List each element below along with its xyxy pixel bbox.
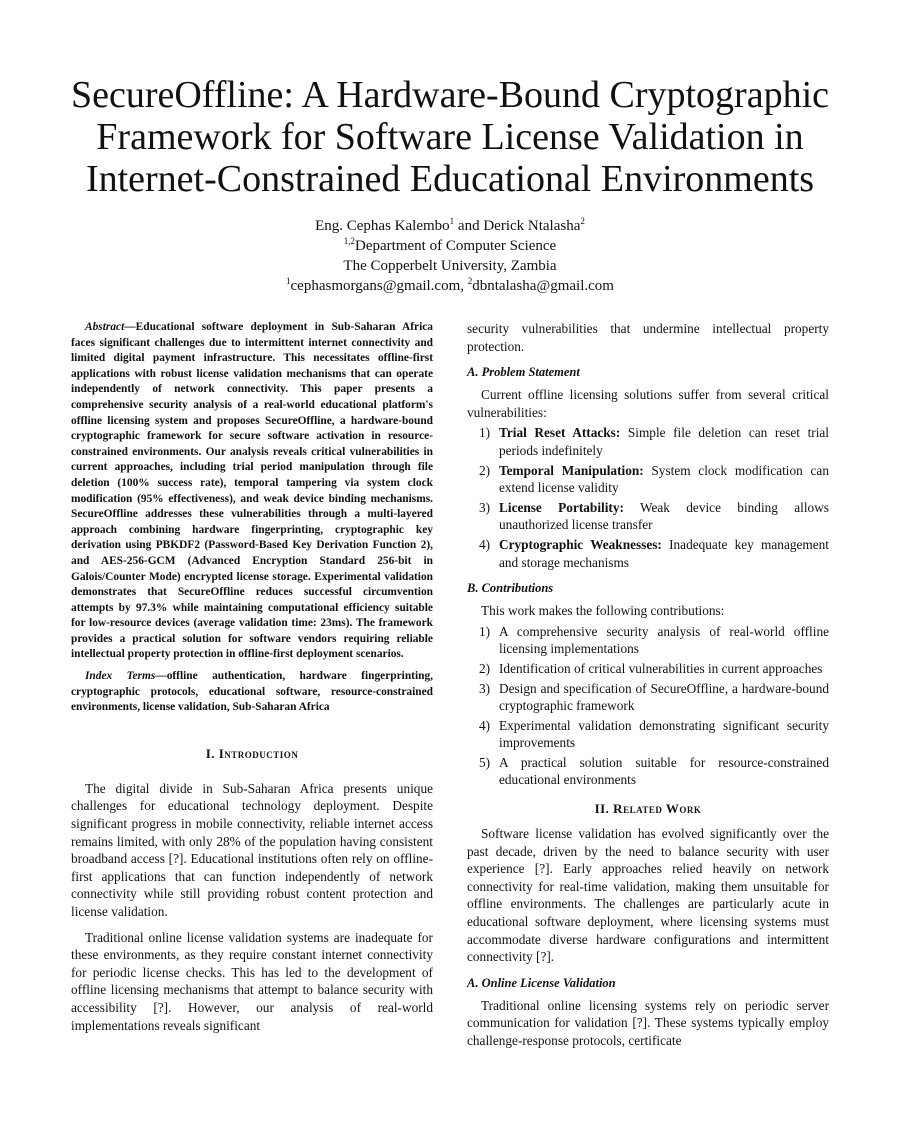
- intro-paragraph-1: The digital divide in Sub-Saharan Africa presents unique challenges for educational technology deployment. Despite significant progress in mobile connectivity, reliable internet access remains limited, with only 28% of the population having consistent broadband access [?]. Educational institutions often rely on offline-first applications that can function independently of network connectivity while still providing robust content protection and license validation.: [71, 780, 433, 919]
- right-column: [467, 320, 829, 1050]
- problem-intro: Current offline licensing solutions suffer from several critical vulnerabilities:: [467, 387, 829, 420]
- list-item-text: A comprehensive security analysis of real-world offline licensing implementations: [499, 623, 829, 657]
- author-1: Eng. Cephas Kalembo: [315, 218, 450, 234]
- section-heading-introduction: I. Introduction: [205, 745, 299, 761]
- list-item: [467, 499, 829, 534]
- list-item-term: Trial Reset Attacks:: [499, 425, 621, 441]
- list-item-text: System clock modification can extend license validity: [499, 462, 829, 496]
- email-1: cephasmorgans@gmail.com,: [290, 278, 468, 294]
- list-number: 1): [479, 425, 491, 441]
- list-item-text: A practical solution suitable for resource-constrained educational environments: [499, 754, 829, 788]
- left-column: [71, 320, 433, 1034]
- list-item: [467, 424, 829, 459]
- university: The Copperbelt University, Zambia: [343, 258, 557, 274]
- list-item-text: Inadequate key management and storage mechanisms: [499, 536, 829, 570]
- list-item-text: Weak device binding allows unauthorized license transfer: [499, 499, 829, 533]
- list-item: [467, 623, 829, 658]
- list-item-term: License Portability:: [499, 499, 624, 515]
- list-item-text: Design and specification of SecureOffline, a hardware-bound cryptographic framework: [499, 680, 829, 714]
- list-item: [467, 536, 829, 571]
- subsection-online-license-validation: A. Online License Validation: [467, 975, 616, 990]
- author-1-sup: 1: [449, 216, 455, 226]
- list-number: 4): [479, 717, 491, 733]
- emails: [150, 276, 750, 296]
- author-names: [150, 216, 750, 236]
- index-terms-label: Index Terms: [85, 670, 156, 683]
- list-item-term: Cryptographic Weaknesses:: [499, 536, 662, 552]
- list-item: [467, 754, 829, 789]
- continued-paragraph: security vulnerabilities that undermine intellectual property protection.: [467, 321, 829, 354]
- related-work-paragraph-2: Traditional online licensing systems rely on periodic server communication for validation [?]. These systems typically employ challenge-response protocols, certificate: [467, 997, 829, 1048]
- email-2: dbntalasha@gmail.com: [472, 278, 614, 294]
- list-item-text: Experimental validation demonstrating significant security improvements: [499, 717, 829, 751]
- list-number: 1): [479, 623, 491, 639]
- email-1-sup: 1: [286, 276, 291, 286]
- index-terms: [71, 669, 433, 716]
- section-heading-related-work: II. Related Work: [594, 801, 702, 817]
- list-item: [467, 660, 829, 678]
- problem-list: [467, 424, 829, 571]
- abstract-label: Abstract: [85, 321, 125, 333]
- email-2-sup: 2: [467, 276, 473, 286]
- author-2: and Derick Ntalasha: [454, 218, 581, 234]
- affiliation-sup: 1,2: [343, 236, 356, 246]
- abstract: [71, 320, 433, 663]
- list-number: 3): [479, 499, 491, 515]
- list-number: 4): [479, 536, 491, 552]
- subsection-problem-statement: A. Problem Statement: [467, 365, 580, 380]
- list-item-text: Identification of critical vulnerabilities in current approaches: [499, 660, 823, 676]
- index-terms-text: —offline authentication, hardware fingerprinting, cryptographic protocols, educational software, resource-constrained environments, license validation, Sub-Saharan Africa: [71, 670, 433, 714]
- related-work-paragraph-1: Software license validation has evolved significantly over the past decade, driven by the need to balance security with user experience [?]. Early approaches relied heavily on network connectivity for real-time validation, making them unsuitable for offline environments. The challenges are particularly acute in educational software deployment, where licensing systems must accommodate diverse hardware configurations and intermittent connectivity [?].: [467, 826, 829, 965]
- contributions-intro: This work makes the following contributions:: [481, 603, 725, 619]
- intro-paragraph-2: Traditional online license validation systems are inadequate for these environments, as they require constant internet connectivity for periodic license checks. This has led to the development of offline licensing mechanisms that attempt to balance security with accessibility [?]. However, our analysis of real-world implementations reveals significant: [71, 929, 433, 1033]
- affiliation-text: Department of Computer Science: [355, 238, 557, 254]
- list-item-term: Temporal Manipulation:: [499, 462, 644, 478]
- list-number: 3): [479, 680, 491, 696]
- abstract-text: —Educational software deployment in Sub-Saharan Africa faces significant challenges due to intermittent internet connectivity and limited digital payment infrastructure. This necessitates offline-first applications with robust license validation mechanisms that can operate independently of network connectivity. This paper presents a comprehensive security analysis of a real-world educational platform's offline licensing system and proposes SecureOffline, a hardware-bound cryptographic framework for secure software activation in resource-constrained environments. Our analysis reveals critical vulnerabilities in current approaches, including trial period manipulation through file deletion (100% success rate), temporal tampering via system clock modification (95% effectiveness), and weak device binding mechanisms. SecureOffline addresses these vulnerabilities through a multi-layered approach combining hardware fingerprinting, cryptographic key derivation using PBKDF2 (Password-Based Key Derivation Function 2), and AES-256-GCM (Advanced Encryption Standard 256-bit in Galois/Counter Mode) encrypted license storage. Experimental validation demonstrates that SecureOffline reduces successful circumvention attempts by 97.3% while maintaining computational efficiency suitable for low-resource devices (average validation time: 23ms). The framework provides a practical solution for software vendors requiring reliable intellectual property protection in offline-first deployment scenarios.: [71, 321, 433, 661]
- list-number: 2): [479, 660, 491, 676]
- paper-title: SecureOffline: A Hardware-Bound Cryptographic Framework for Software License Validation in Internet-Constrained Educational Environments: [70, 74, 830, 200]
- author-2-sup: 2: [580, 216, 585, 226]
- list-number: 2): [479, 462, 491, 478]
- subsection-contributions: B. Contributions: [467, 581, 554, 596]
- list-number: 5): [479, 754, 491, 770]
- list-item-text: Simple file deletion can reset trial periods indefinitely: [499, 425, 829, 458]
- list-item: [467, 717, 829, 752]
- author-block: [150, 216, 750, 296]
- list-item: [467, 462, 829, 497]
- list-item: [467, 680, 829, 715]
- affiliation: [150, 236, 750, 256]
- contributions-list: [467, 623, 829, 789]
